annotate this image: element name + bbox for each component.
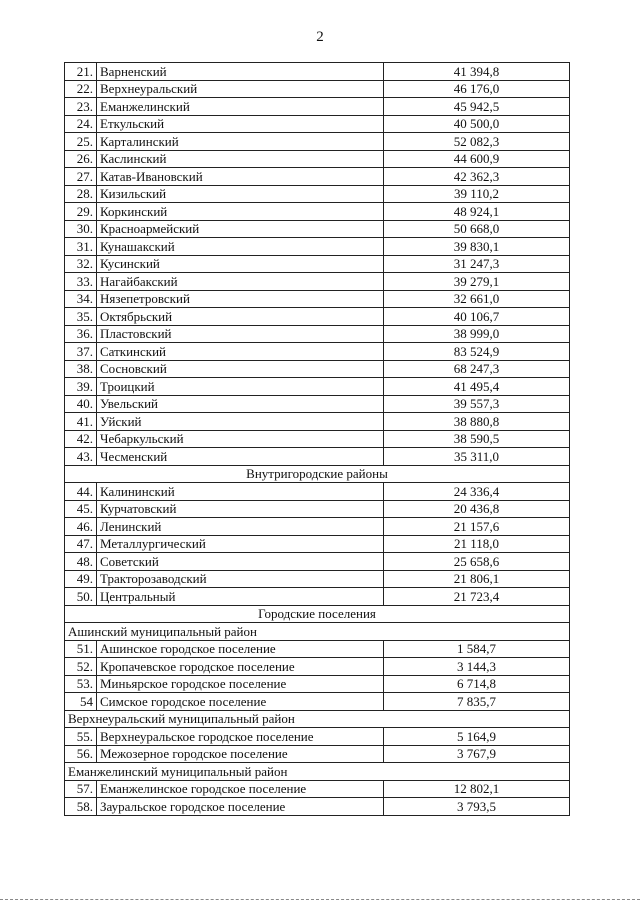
- row-number: 47.: [65, 535, 97, 553]
- row-name: Чесменский: [97, 448, 384, 466]
- subsection-header-row: [65, 623, 570, 641]
- row-name: Красноармейский: [97, 220, 384, 238]
- row-value: 35 311,0: [384, 448, 570, 466]
- table-row: [65, 658, 570, 676]
- table-row: [65, 500, 570, 518]
- row-value: 48 924,1: [384, 203, 570, 221]
- table-row: [65, 413, 570, 431]
- row-number: 48.: [65, 553, 97, 571]
- row-number: 28.: [65, 185, 97, 203]
- table-row: [65, 588, 570, 606]
- row-name: Советский: [97, 553, 384, 571]
- row-name: Катав-Ивановский: [97, 168, 384, 186]
- table-row: [65, 308, 570, 326]
- row-number: 41.: [65, 413, 97, 431]
- row-value: 38 999,0: [384, 325, 570, 343]
- page-number: 2: [316, 29, 324, 45]
- row-number: 43.: [65, 448, 97, 466]
- row-name: Верхнеуральский: [97, 80, 384, 98]
- row-value: 40 500,0: [384, 115, 570, 133]
- row-value: 39 830,1: [384, 238, 570, 256]
- row-value: 3 144,3: [384, 658, 570, 676]
- row-number: 46.: [65, 518, 97, 536]
- table-row: [65, 395, 570, 413]
- row-number: 27.: [65, 168, 97, 186]
- row-number: 42.: [65, 430, 97, 448]
- row-number: 56.: [65, 745, 97, 763]
- row-value: 20 436,8: [384, 500, 570, 518]
- row-number: 29.: [65, 203, 97, 221]
- row-name: Нагайбакский: [97, 273, 384, 291]
- table-row: [65, 98, 570, 116]
- row-name: Троицкий: [97, 378, 384, 396]
- table-row: [65, 203, 570, 221]
- row-value: 39 110,2: [384, 185, 570, 203]
- subsection-header-row: [65, 763, 570, 781]
- row-number: 51.: [65, 640, 97, 658]
- row-name: Миньярское городское поселение: [97, 675, 384, 693]
- row-value: 45 942,5: [384, 98, 570, 116]
- row-name: Металлургический: [97, 535, 384, 553]
- row-name: Ленинский: [97, 518, 384, 536]
- row-number: 50.: [65, 588, 97, 606]
- row-number: 40.: [65, 395, 97, 413]
- row-number: 55.: [65, 728, 97, 746]
- table-row: [65, 290, 570, 308]
- row-number: 23.: [65, 98, 97, 116]
- row-name: Центральный: [97, 588, 384, 606]
- row-name: Калининский: [97, 483, 384, 501]
- table-row: [65, 133, 570, 151]
- row-number: 53.: [65, 675, 97, 693]
- row-value: 83 524,9: [384, 343, 570, 361]
- row-name: Чебаркульский: [97, 430, 384, 448]
- row-name: Кропачевское городское поселение: [97, 658, 384, 676]
- row-name: Тракторозаводский: [97, 570, 384, 588]
- row-value: 50 668,0: [384, 220, 570, 238]
- table-row: [65, 780, 570, 798]
- row-name: Симское городское поселение: [97, 693, 384, 711]
- row-name: Верхнеуральское городское поселение: [97, 728, 384, 746]
- row-number: 24.: [65, 115, 97, 133]
- table-row: [65, 553, 570, 571]
- subsection-title: Еманжелинский муниципальный район: [65, 763, 570, 781]
- row-name: Еткульский: [97, 115, 384, 133]
- table-row: [65, 115, 570, 133]
- row-name: Еманжелинский: [97, 98, 384, 116]
- row-value: 3 793,5: [384, 798, 570, 816]
- row-name: Уйский: [97, 413, 384, 431]
- row-name: Сосновский: [97, 360, 384, 378]
- row-number: 22.: [65, 80, 97, 98]
- row-name: Увельский: [97, 395, 384, 413]
- row-value: 24 336,4: [384, 483, 570, 501]
- table-row: [65, 273, 570, 291]
- row-value: 25 658,6: [384, 553, 570, 571]
- row-name: Кунашакский: [97, 238, 384, 256]
- row-number: 35.: [65, 308, 97, 326]
- row-value: 46 176,0: [384, 80, 570, 98]
- table-row: [65, 168, 570, 186]
- row-name: Варненский: [97, 63, 384, 81]
- table-row: [65, 448, 570, 466]
- table-row: [65, 570, 570, 588]
- row-value: 21 157,6: [384, 518, 570, 536]
- table-row: [65, 798, 570, 816]
- row-number: 26.: [65, 150, 97, 168]
- subsection-header-row: [65, 710, 570, 728]
- table-row: [65, 518, 570, 536]
- row-number: 36.: [65, 325, 97, 343]
- row-name: Саткинский: [97, 343, 384, 361]
- row-number: 37.: [65, 343, 97, 361]
- row-value: 21 723,4: [384, 588, 570, 606]
- section-header-row: [65, 465, 570, 483]
- row-value: 39 279,1: [384, 273, 570, 291]
- section-title: Городские поселения: [65, 605, 570, 623]
- table-row: [65, 238, 570, 256]
- row-number: 57.: [65, 780, 97, 798]
- row-value: 5 164,9: [384, 728, 570, 746]
- row-value: 32 661,0: [384, 290, 570, 308]
- row-number: 33.: [65, 273, 97, 291]
- section-title: Внутригородские районы: [65, 465, 570, 483]
- row-value: 42 362,3: [384, 168, 570, 186]
- row-name: Кизильский: [97, 185, 384, 203]
- row-value: 41 394,8: [384, 63, 570, 81]
- subsection-title: Ашинский муниципальный район: [65, 623, 570, 641]
- row-value: 40 106,7: [384, 308, 570, 326]
- row-number: 21.: [65, 63, 97, 81]
- table-row: [65, 675, 570, 693]
- row-value: 21 806,1: [384, 570, 570, 588]
- row-number: 44.: [65, 483, 97, 501]
- table-row: [65, 430, 570, 448]
- table-row: [65, 255, 570, 273]
- row-name: Карталинский: [97, 133, 384, 151]
- table-row: [65, 185, 570, 203]
- row-value: 12 802,1: [384, 780, 570, 798]
- row-value: 39 557,3: [384, 395, 570, 413]
- table-row: [65, 220, 570, 238]
- table-row: [65, 640, 570, 658]
- row-name: Курчатовский: [97, 500, 384, 518]
- row-number: 39.: [65, 378, 97, 396]
- row-value: 38 590,5: [384, 430, 570, 448]
- page-bottom-rule: [0, 899, 640, 900]
- row-value: 52 082,3: [384, 133, 570, 151]
- section-header-row: [65, 605, 570, 623]
- table-row: [65, 535, 570, 553]
- table-row: [65, 360, 570, 378]
- row-name: Коркинский: [97, 203, 384, 221]
- row-number: 52.: [65, 658, 97, 676]
- row-value: 41 495,4: [384, 378, 570, 396]
- row-number: 58.: [65, 798, 97, 816]
- row-value: 68 247,3: [384, 360, 570, 378]
- row-number: 49.: [65, 570, 97, 588]
- subsection-title: Верхнеуральский муниципальный район: [65, 710, 570, 728]
- row-name: Кусинский: [97, 255, 384, 273]
- table-row: [65, 378, 570, 396]
- row-number: 38.: [65, 360, 97, 378]
- budget-table-body: [65, 63, 570, 816]
- row-number: 54: [65, 693, 97, 711]
- row-number: 32.: [65, 255, 97, 273]
- row-name: Каслинский: [97, 150, 384, 168]
- row-number: 45.: [65, 500, 97, 518]
- table-row: [65, 728, 570, 746]
- row-number: 34.: [65, 290, 97, 308]
- row-value: 1 584,7: [384, 640, 570, 658]
- row-name: Октябрьский: [97, 308, 384, 326]
- table-row: [65, 693, 570, 711]
- row-number: 31.: [65, 238, 97, 256]
- table-row: [65, 63, 570, 81]
- row-name: Пластовский: [97, 325, 384, 343]
- row-number: 25.: [65, 133, 97, 151]
- row-name: Зауральское городское поселение: [97, 798, 384, 816]
- row-value: 3 767,9: [384, 745, 570, 763]
- row-number: 30.: [65, 220, 97, 238]
- row-value: 31 247,3: [384, 255, 570, 273]
- table-row: [65, 343, 570, 361]
- table-row: [65, 150, 570, 168]
- row-name: Еманжелинское городское поселение: [97, 780, 384, 798]
- row-name: Межозерное городское поселение: [97, 745, 384, 763]
- budget-table: [64, 62, 570, 816]
- table-row: [65, 80, 570, 98]
- row-name: Нязепетровский: [97, 290, 384, 308]
- table-row: [65, 325, 570, 343]
- row-name: Ашинское городское поселение: [97, 640, 384, 658]
- table-row: [65, 745, 570, 763]
- row-value: 44 600,9: [384, 150, 570, 168]
- row-value: 21 118,0: [384, 535, 570, 553]
- row-value: 6 714,8: [384, 675, 570, 693]
- row-value: 38 880,8: [384, 413, 570, 431]
- row-value: 7 835,7: [384, 693, 570, 711]
- table-row: [65, 483, 570, 501]
